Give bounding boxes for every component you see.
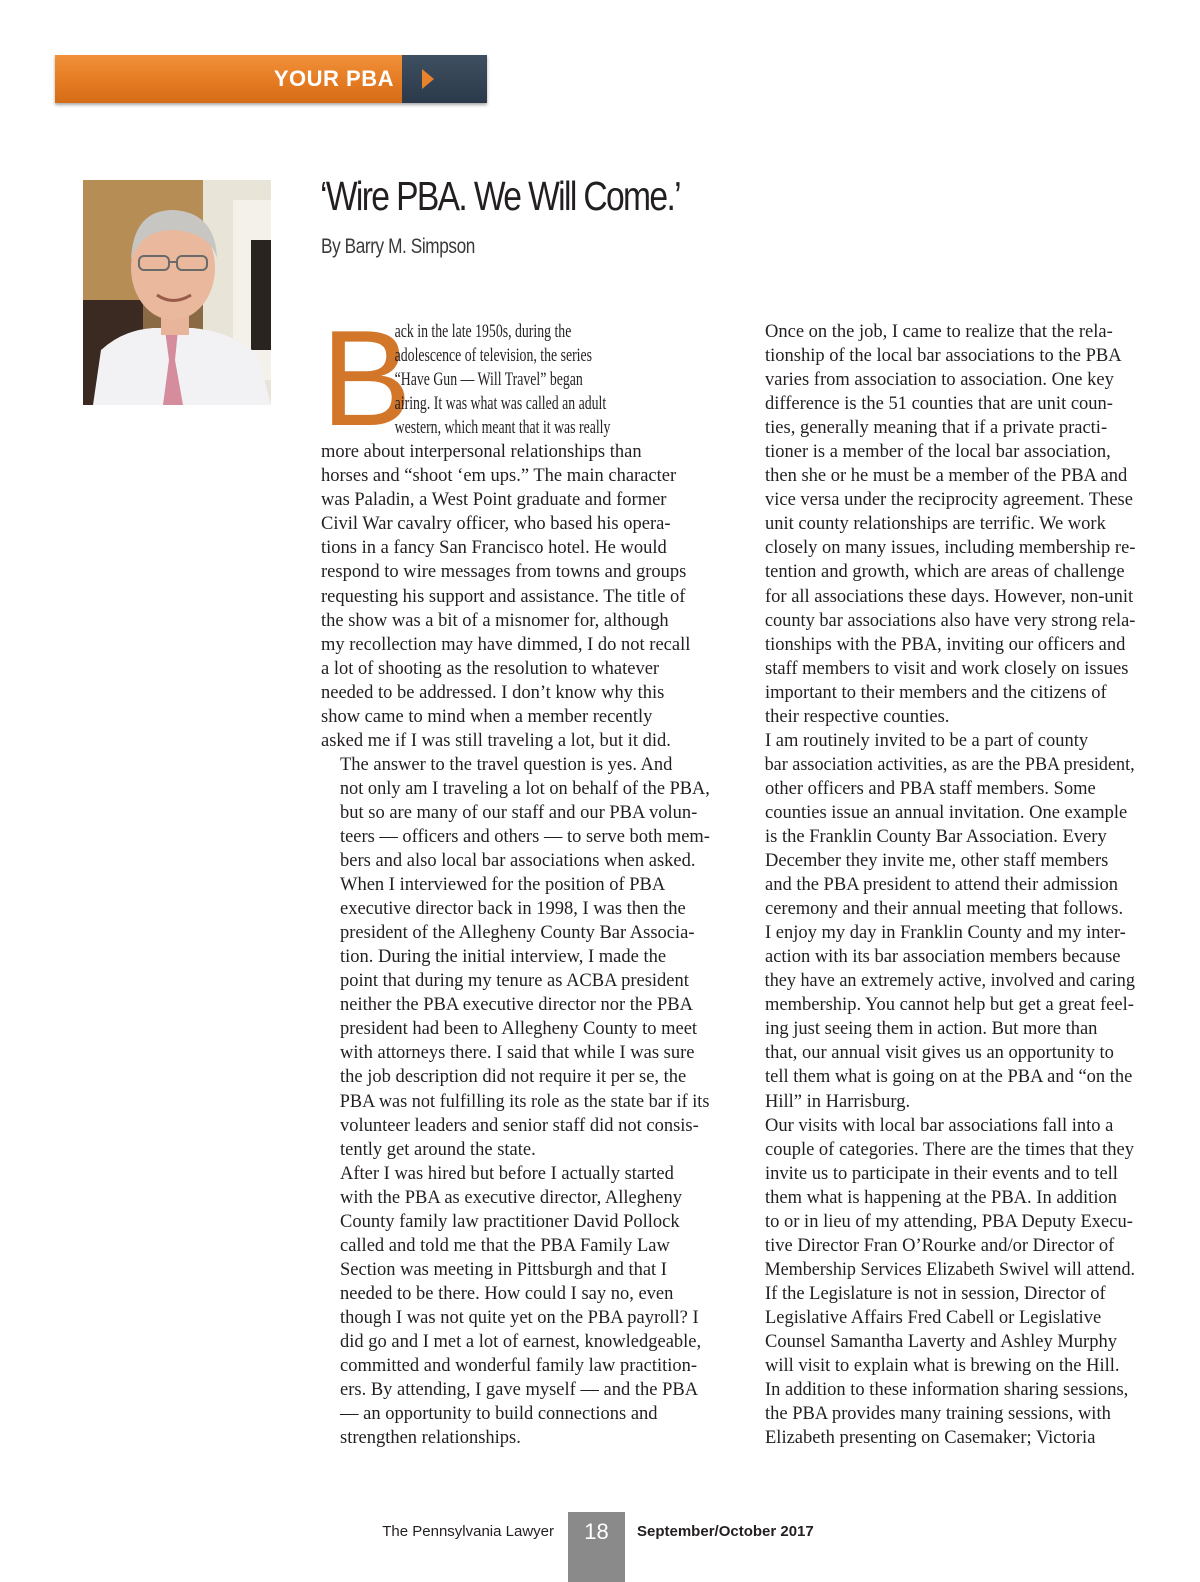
text-line: for all associations these days. However, non-unit: [765, 586, 1134, 607]
text-line: not only am I traveling a lot on behalf of the PBA,: [339, 778, 710, 799]
text-line: teers — officers and others — to serve both mem-: [339, 826, 710, 847]
text-line: ceremony and their annual meeting that follows.: [765, 899, 1124, 920]
text-line: will visit to explain what is brewing on the Hill.: [765, 1356, 1120, 1377]
text-line: my recollection may have dimmed, I do not recall: [321, 634, 691, 655]
text-line: If the Legislature is not in session, Director of: [765, 1283, 1106, 1304]
text-line: respond to wire messages from towns and groups: [321, 562, 687, 583]
text-line: with the PBA as executive director, Allegheny: [340, 1187, 682, 1208]
text-line: and the PBA president to attend their admission: [765, 875, 1118, 896]
article-right-column: [746, 320, 1135, 1450]
text-line: After I was hired but before I actually started: [340, 1163, 674, 1184]
text-line: vice versa under the reciprocity agreement. These: [765, 490, 1133, 511]
text-line: horses and “shoot ‘em ups.” The main character: [321, 466, 677, 487]
text-line: needed to be addressed. I don’t know why this: [321, 682, 665, 703]
text-line: staff members to visit and work closely on issues: [765, 658, 1129, 679]
text-line: invite us to participate in their events and to tell: [765, 1163, 1118, 1184]
text-line: to or in lieu of my attending, PBA Deputy Execu-: [765, 1211, 1133, 1232]
text-line: adolescence of television, the series: [394, 346, 592, 367]
text-line: tention and growth, which are areas of challenge: [765, 562, 1125, 583]
article-title: ‘Wire PBA. We Will Come.’: [320, 173, 681, 219]
publication-name: The Pennsylvania Lawyer: [382, 1523, 554, 1540]
text-line: tion. During the initial interview, I made the: [340, 947, 667, 968]
text-line: bers and also local bar associations when asked.: [340, 851, 696, 872]
text-line: The answer to the travel question is yes. And: [340, 754, 673, 775]
text-line: important to their members and the citizens of: [765, 682, 1107, 703]
text-line: couple of categories. There are the times that they: [765, 1139, 1134, 1160]
text-line: requesting his support and assistance. The title of: [321, 586, 686, 607]
text-line: Our visits with local bar associations fall into a: [765, 1115, 1114, 1136]
text-line: ties, generally meaning that if a private practi-: [765, 418, 1108, 439]
text-line: executive director back in 1998, I was then the: [340, 899, 686, 920]
text-line: PBA was not fulfilling its role as the state bar if its: [339, 1091, 710, 1112]
text-line: counties issue an annual invitation. One example: [765, 802, 1128, 823]
text-line: the job description did not require it per se, the: [340, 1067, 687, 1088]
article-paragraph: [321, 302, 710, 753]
text-line: is the Franklin County Bar Association. Every: [765, 826, 1107, 847]
article-paragraph: [746, 1114, 1135, 1451]
text-line: them what is happening at the PBA. In addition: [765, 1187, 1117, 1208]
text-line: the PBA provides many training sessions, with: [765, 1404, 1111, 1425]
text-line: that, our annual visit gives us an opportunity to: [765, 1043, 1114, 1064]
text-line: neither the PBA executive director nor the PBA: [340, 995, 693, 1016]
text-line: they have an extremely active, involved and caring: [764, 971, 1135, 992]
text-line: tions in a fancy San Francisco hotel. He would: [321, 538, 667, 559]
text-line: western, which meant that it was really: [394, 418, 611, 439]
text-line: called and told me that the PBA Family Law: [340, 1235, 670, 1256]
text-line: needed to be there. How could I say no, even: [340, 1283, 674, 1304]
text-line: but so are many of our staff and our PBA volun-: [340, 802, 698, 823]
article-byline: By Barry M. Simpson: [321, 235, 475, 258]
article-left-column: [321, 302, 710, 1450]
text-line: ack in the late 1950s, during the: [394, 322, 572, 342]
text-line: unit county relationships are terrific. We work: [765, 514, 1106, 535]
text-line: Membership Services Elizabeth Swivel will attend.: [764, 1259, 1136, 1280]
text-line: volunteer leaders and senior staff did not consis-: [340, 1115, 699, 1136]
text-line: Section was meeting in Pittsburgh and that I: [340, 1259, 667, 1280]
article-paragraph: [321, 1162, 710, 1451]
text-line: strengthen relationships.: [340, 1428, 521, 1449]
text-line: tently get around the state.: [340, 1139, 536, 1160]
text-line: asked me if I was still traveling a lot, but it did.: [321, 730, 671, 751]
section-banner-label: YOUR PBA: [273, 66, 394, 91]
section-banner: [55, 55, 487, 103]
text-line: a lot of shooting as the resolution to whatever: [321, 658, 660, 679]
text-line: Elizabeth presenting on Casemaker; Victoria: [765, 1428, 1096, 1449]
text-line: difference is the 51 counties that are unit coun-: [765, 394, 1113, 415]
text-line: When I interviewed for the position of PBA: [340, 875, 666, 896]
page-number: 18: [568, 1512, 625, 1582]
arrow-right-icon: [422, 69, 434, 89]
text-line: then she or he must be a member of the PBA and: [765, 466, 1128, 487]
text-line: tionships with the PBA, inviting our officers and: [765, 634, 1126, 655]
text-line: membership. You cannot help but get a great feel-: [765, 995, 1134, 1016]
text-line: did go and I met a lot of earnest, knowledgeable,: [340, 1331, 702, 1352]
text-line: other officers and PBA staff members. Some: [765, 778, 1096, 799]
drop-cap: B: [321, 302, 412, 454]
text-line: committed and wonderful family law practition-: [340, 1356, 698, 1377]
text-line: bar association activities, as are the PBA president,: [764, 754, 1135, 775]
text-line: “Have Gun — Will Travel” began: [394, 370, 583, 391]
text-line: president had been to Allegheny County to meet: [340, 1019, 698, 1040]
article-paragraph: [321, 753, 710, 873]
text-line: action with its bar association members because: [765, 947, 1121, 968]
text-line: tionship of the local bar associations to the PBA: [765, 346, 1122, 367]
text-line: December they invite me, other staff members: [765, 851, 1109, 872]
text-line: tive Director Fran O’Rourke and/or Director of: [765, 1235, 1115, 1256]
author-photo: [83, 180, 271, 405]
text-line: Once on the job, I came to realize that the rela-: [765, 322, 1113, 342]
text-line: varies from association to association. One key: [765, 370, 1114, 391]
article-paragraph: [746, 729, 1135, 1114]
text-line: Civil War cavalry officer, who based his opera-: [321, 514, 671, 535]
text-line: the show was a bit of a misnomer for, although: [321, 610, 669, 631]
text-line: was Paladin, a West Point graduate and former: [321, 490, 667, 511]
text-line: more about interpersonal relationships than: [321, 442, 642, 463]
text-line: though I was not quite yet on the PBA payroll? I: [340, 1307, 699, 1328]
text-line: tell them what is going on at the PBA and “on the: [765, 1067, 1133, 1088]
text-line: I am routinely invited to be a part of county: [765, 730, 1089, 751]
text-line: ers. By attending, I gave myself — and the PBA: [340, 1380, 699, 1401]
text-line: their respective counties.: [765, 706, 950, 727]
text-line: closely on many issues, including membership re-: [765, 538, 1136, 559]
text-line: Legislative Affairs Fred Cabell or Legislative: [765, 1307, 1102, 1328]
text-line: with attorneys there. I said that while I was sure: [340, 1043, 695, 1064]
text-line: Counsel Samantha Laverty and Ashley Murphy: [765, 1331, 1117, 1352]
text-line: ing just seeing them in action. But more than: [765, 1019, 1098, 1040]
article-paragraph: [321, 873, 710, 1162]
text-line: airing. It was what was called an adult: [394, 394, 607, 415]
text-line: Hill” in Harrisburg.: [765, 1091, 911, 1112]
page-footer: [0, 1512, 1200, 1582]
article-paragraph: [746, 320, 1135, 729]
text-line: point that during my tenure as ACBA president: [340, 971, 689, 992]
section-banner-label-box: [55, 55, 402, 103]
text-line: County family law practitioner David Pollock: [340, 1211, 680, 1232]
text-line: In addition to these information sharing sessions,: [765, 1380, 1129, 1401]
text-line: — an opportunity to build connections and: [340, 1404, 658, 1425]
text-line: I enjoy my day in Franklin County and my inter-: [765, 923, 1126, 944]
text-line: show came to mind when a member recently: [321, 706, 653, 727]
text-line: president of the Allegheny County Bar Associa-: [340, 923, 695, 944]
text-line: county bar associations also have very strong rela-: [764, 610, 1136, 631]
section-banner-arrow-box: [402, 55, 487, 103]
issue-date: September/October 2017: [637, 1523, 814, 1540]
text-line: tioner is a member of the local bar association,: [765, 442, 1111, 463]
